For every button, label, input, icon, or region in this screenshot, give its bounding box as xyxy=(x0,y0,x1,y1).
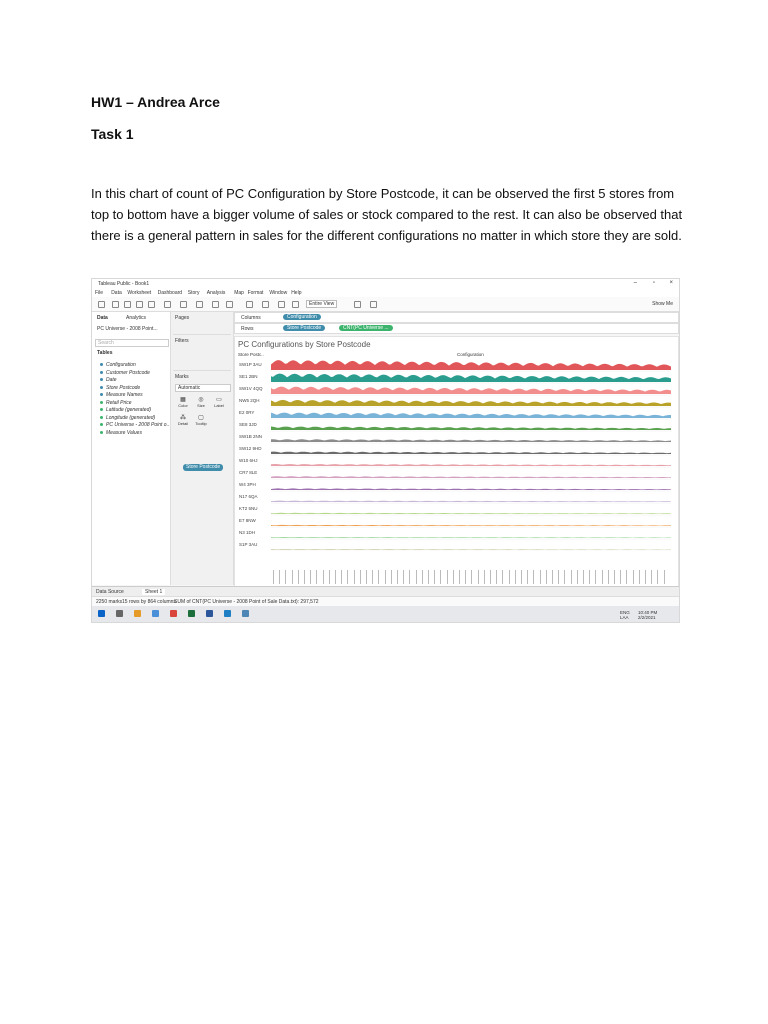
tableau-task-icon[interactable] xyxy=(242,610,249,617)
forward-icon[interactable] xyxy=(124,301,131,308)
back-icon[interactable] xyxy=(112,301,119,308)
maximize-icon[interactable]: ▫ xyxy=(652,280,655,286)
menu-bar xyxy=(92,289,679,297)
tab-data-source[interactable]: Data Source xyxy=(96,589,124,595)
status-dims: 15 rows by 864 columns xyxy=(122,599,176,605)
x-tick-mark xyxy=(471,570,472,584)
field-type-icon xyxy=(100,386,103,389)
field-type-icon xyxy=(100,416,103,419)
menu-item[interactable]: Worksheet xyxy=(127,290,152,296)
sort-asc-icon[interactable] xyxy=(212,301,219,308)
x-tick-mark xyxy=(608,570,609,584)
tables-heading: Tables xyxy=(97,350,113,356)
field-item[interactable] xyxy=(100,407,151,413)
highlight-icon[interactable] xyxy=(246,301,253,308)
row-label[interactable]: SW1V 4QQ xyxy=(239,386,263,391)
field-item[interactable] xyxy=(100,392,143,398)
toolbar xyxy=(92,297,679,312)
rows-shelf[interactable] xyxy=(234,323,679,334)
x-tick-mark xyxy=(478,570,479,584)
field-label: Longitude (generated) xyxy=(106,414,156,421)
chrome-icon[interactable] xyxy=(170,610,177,617)
x-tick-mark xyxy=(366,570,367,584)
x-tick-mark xyxy=(484,570,485,584)
label-icon: ▭ xyxy=(216,397,222,403)
share-icon[interactable] xyxy=(370,301,377,308)
x-tick-mark xyxy=(657,570,658,584)
x-tick-mark xyxy=(664,570,665,584)
menu-item[interactable]: Dashboard xyxy=(157,290,183,296)
field-label: Customer Postcode xyxy=(106,369,150,376)
field-item[interactable] xyxy=(100,422,169,428)
x-tick-mark xyxy=(614,570,615,584)
x-tick-mark xyxy=(527,570,528,584)
column-header: Configuration xyxy=(457,352,484,357)
x-tick-mark xyxy=(385,570,386,584)
outlook-icon[interactable] xyxy=(224,610,231,617)
status-marks: 2250 marks xyxy=(96,599,123,605)
field-label: Retail Price xyxy=(106,399,132,406)
menu-item[interactable]: Format xyxy=(247,290,264,296)
tab-sheet-1[interactable]: Sheet 1 xyxy=(142,589,165,595)
x-tick-mark xyxy=(639,570,640,584)
chart-title: PC Configurations by Store Postcode xyxy=(238,340,371,349)
x-tick-mark xyxy=(589,570,590,584)
cards-pane xyxy=(171,312,234,585)
x-tick-mark xyxy=(633,570,634,584)
menu-item[interactable]: File xyxy=(95,290,104,296)
x-tick-mark xyxy=(515,570,516,584)
field-type-icon xyxy=(100,408,103,411)
x-tick-mark xyxy=(577,570,578,584)
excel-icon[interactable] xyxy=(188,610,195,617)
tab-analytics[interactable]: Analytics xyxy=(126,315,147,321)
x-tick-mark xyxy=(347,570,348,584)
presentation-icon[interactable] xyxy=(354,301,361,308)
series-area[interactable] xyxy=(271,464,671,466)
word-icon[interactable] xyxy=(206,610,213,617)
menu-item[interactable]: Help xyxy=(291,290,302,296)
series-area[interactable] xyxy=(271,387,671,394)
x-tick-mark xyxy=(416,570,417,584)
x-tick-mark xyxy=(540,570,541,584)
x-tick-mark xyxy=(626,570,627,584)
x-tick-mark xyxy=(447,570,448,584)
x-tick-mark xyxy=(391,570,392,584)
windows-taskbar xyxy=(92,606,679,622)
x-tick-mark xyxy=(409,570,410,584)
x-tick-mark xyxy=(490,570,491,584)
x-tick-mark xyxy=(496,570,497,584)
color-icon: ▦ xyxy=(180,397,186,403)
x-tick-mark xyxy=(552,570,553,584)
x-tick-mark xyxy=(372,570,373,584)
divider xyxy=(173,370,231,371)
field-search-input[interactable]: Search xyxy=(95,339,169,347)
field-label: Measure Values xyxy=(106,429,142,436)
tray-time[interactable]: 10:40 PM xyxy=(638,610,658,615)
close-icon[interactable]: × xyxy=(669,280,673,286)
x-tick-mark xyxy=(304,570,305,584)
rows-label: Rows xyxy=(241,326,254,332)
x-tick-mark xyxy=(298,570,299,584)
document-title: HW1 – Andrea Arce xyxy=(91,94,220,110)
field-item[interactable] xyxy=(100,430,142,436)
rows-pill-store-postcode[interactable]: Store Postcode xyxy=(283,325,325,331)
store-icon[interactable] xyxy=(152,610,159,617)
row-label[interactable]: W4 3PH xyxy=(239,482,256,487)
x-tick-mark xyxy=(285,570,286,584)
row-label[interactable]: SW1P 3AU xyxy=(239,362,262,367)
series-area[interactable] xyxy=(271,525,671,526)
field-type-icon xyxy=(100,423,103,426)
window-title: Tableau Public - Book1 xyxy=(98,281,150,287)
series-area[interactable] xyxy=(271,537,671,538)
x-tick-mark xyxy=(645,570,646,584)
x-tick-mark xyxy=(292,570,293,584)
row-label[interactable]: N3 1DH xyxy=(239,530,256,535)
duplicate-icon[interactable] xyxy=(180,301,187,308)
series-area[interactable] xyxy=(271,513,671,514)
x-tick-mark xyxy=(323,570,324,584)
tableau-logo-icon[interactable] xyxy=(98,301,105,308)
divider xyxy=(173,334,231,335)
filters-card[interactable]: Filters xyxy=(175,338,189,344)
x-tick-mark xyxy=(422,570,423,584)
row-label[interactable]: E7 8NW xyxy=(239,518,256,523)
view-select[interactable]: Entire View xyxy=(306,300,337,308)
x-tick-mark xyxy=(440,570,441,584)
x-tick-mark xyxy=(546,570,547,584)
mark-type-select[interactable]: Automatic xyxy=(175,384,231,392)
color-pill-store-postcode[interactable]: Store Postcode xyxy=(183,464,223,471)
x-tick-mark xyxy=(335,570,336,584)
field-item[interactable] xyxy=(100,377,117,383)
data-source-name[interactable]: PC Universe - 2008 Point... xyxy=(97,326,158,332)
x-tick-mark xyxy=(564,570,565,584)
tab-data[interactable]: Data xyxy=(97,315,108,321)
x-tick-mark xyxy=(620,570,621,584)
sort-desc-icon[interactable] xyxy=(226,301,233,308)
x-tick-mark xyxy=(465,570,466,584)
detail-button[interactable]: ⁂ Detail xyxy=(175,414,191,428)
series-area[interactable] xyxy=(271,452,671,454)
tray-region: LAA xyxy=(620,615,629,620)
size-icon: ◎ xyxy=(198,397,204,403)
pages-card[interactable]: Pages xyxy=(175,315,190,321)
x-tick-mark xyxy=(558,570,559,584)
field-label: PC Universe - 2008 Point o.. xyxy=(106,422,170,428)
new-sheet-icon[interactable] xyxy=(164,301,171,308)
tableau-screenshot xyxy=(91,278,680,623)
marks-card: Marks xyxy=(175,374,189,380)
row-label[interactable]: NW5 2QH xyxy=(239,398,260,403)
x-tick-mark xyxy=(360,570,361,584)
field-type-icon xyxy=(100,431,103,434)
fix-axes-icon[interactable] xyxy=(292,301,299,308)
window-titlebar xyxy=(92,279,679,289)
visualization-area xyxy=(234,336,679,587)
field-label: Latitude (generated) xyxy=(106,407,152,413)
menu-item[interactable]: Map xyxy=(234,290,244,296)
detail-icon: ⁂ xyxy=(180,415,186,421)
windows-start-icon[interactable] xyxy=(98,610,105,617)
field-label: Store Postcode xyxy=(106,384,141,391)
task-view-icon[interactable] xyxy=(116,610,123,617)
columns-label: Columns xyxy=(241,315,261,321)
row-label[interactable]: SW12 9HD xyxy=(239,446,262,451)
columns-pill-configuration[interactable]: Configuration xyxy=(283,314,321,320)
series-area[interactable] xyxy=(271,439,671,442)
menu-item[interactable]: Window xyxy=(269,290,288,296)
x-tick-mark xyxy=(571,570,572,584)
size-button[interactable]: ◎ Size xyxy=(193,396,209,410)
task-heading: Task 1 xyxy=(91,126,134,142)
data-pane xyxy=(92,312,171,585)
minimize-icon[interactable]: – xyxy=(633,280,637,286)
label-button[interactable]: ▭ Label xyxy=(211,396,227,410)
status-bar xyxy=(92,596,679,606)
tray-date: 2/2/2021 xyxy=(638,615,656,620)
x-tick-mark xyxy=(602,570,603,584)
group-icon[interactable] xyxy=(262,301,269,308)
x-tick-mark xyxy=(583,570,584,584)
x-tick-mark xyxy=(378,570,379,584)
x-tick-mark xyxy=(459,570,460,584)
x-tick-mark xyxy=(595,570,596,584)
row-label[interactable]: N17 6QA xyxy=(239,494,258,499)
series-area[interactable] xyxy=(271,400,671,406)
row-label[interactable]: SE1 2BN xyxy=(239,374,258,379)
row-label[interactable]: E2 0RY xyxy=(239,410,255,415)
x-tick-mark xyxy=(341,570,342,584)
sheet-tabs xyxy=(92,586,679,596)
field-item[interactable] xyxy=(100,385,140,391)
x-tick-mark xyxy=(502,570,503,584)
status-sum: SUM of CNT(PC Universe - 2008 Point of Sale Data.txt): 297,572 xyxy=(174,599,319,605)
series-area[interactable] xyxy=(271,427,671,431)
series-area[interactable] xyxy=(271,476,671,478)
series-area[interactable] xyxy=(271,549,671,550)
field-item[interactable] xyxy=(100,370,150,376)
row-label[interactable]: SE8 3JD xyxy=(239,422,257,427)
save-icon[interactable] xyxy=(136,301,143,308)
x-tick-mark xyxy=(521,570,522,584)
x-tick-mark xyxy=(651,570,652,584)
field-type-icon xyxy=(100,378,103,381)
row-label[interactable]: W10 6HJ xyxy=(239,458,258,463)
series-area[interactable] xyxy=(271,501,671,502)
rows-pill-count[interactable]: CNT(PC Universe ... xyxy=(339,325,393,331)
series-area[interactable] xyxy=(271,488,671,490)
row-label[interactable]: CR7 8LE xyxy=(239,470,258,475)
new-datasource-icon[interactable] xyxy=(148,301,155,308)
x-tick-mark xyxy=(329,570,330,584)
field-label: Configuration xyxy=(106,362,136,368)
tray-lang[interactable]: ENG xyxy=(620,610,630,615)
labels-icon[interactable] xyxy=(278,301,285,308)
field-label: Date xyxy=(106,377,117,383)
swap-icon[interactable] xyxy=(196,301,203,308)
x-tick-mark xyxy=(310,570,311,584)
row-label[interactable]: S1P 3AU xyxy=(239,542,258,547)
x-tick-mark xyxy=(397,570,398,584)
menu-item[interactable]: Story xyxy=(187,290,200,296)
row-label[interactable]: SW1B 2NN xyxy=(239,434,263,439)
x-tick-mark xyxy=(273,570,274,584)
field-type-icon xyxy=(100,371,103,374)
tooltip-icon: ▢ xyxy=(198,415,204,421)
x-tick-mark xyxy=(403,570,404,584)
x-tick-mark xyxy=(533,570,534,584)
field-item[interactable] xyxy=(100,415,155,421)
show-me-button[interactable]: Show Me xyxy=(652,301,673,307)
series-area[interactable] xyxy=(271,374,671,382)
columns-shelf[interactable] xyxy=(234,312,679,323)
row-header: Store Postc.. xyxy=(238,352,264,357)
row-label[interactable]: KT2 5NU xyxy=(239,506,258,511)
field-label: Measure Names xyxy=(106,392,143,398)
x-tick-mark xyxy=(354,570,355,584)
file-explorer-icon[interactable] xyxy=(134,610,141,617)
series-area[interactable] xyxy=(271,413,671,418)
x-tick-mark xyxy=(509,570,510,584)
x-tick-mark xyxy=(453,570,454,584)
x-tick-mark xyxy=(279,570,280,584)
series-area[interactable] xyxy=(271,360,671,370)
x-tick-mark xyxy=(434,570,435,584)
menu-item[interactable]: Data xyxy=(111,290,122,296)
task-description: In this chart of count of PC Configuration by Store Postcode, it can be observed the first 5 stores from top to bottom have a bigger volume of sales or stock compared to the rest. It can also be observed that there is a general pattern in sales for the different configurations no matter in which store they are sold. xyxy=(91,186,683,243)
color-button[interactable]: ▦ Color xyxy=(175,396,191,410)
field-type-icon xyxy=(100,363,103,366)
field-type-icon xyxy=(100,401,103,404)
field-item[interactable] xyxy=(100,362,136,368)
chart-plot xyxy=(271,359,671,551)
field-type-icon xyxy=(100,393,103,396)
menu-item[interactable]: Analysis xyxy=(206,290,226,296)
x-tick-mark xyxy=(316,570,317,584)
tooltip-button[interactable]: ▢ Tooltip xyxy=(193,414,209,428)
shelves xyxy=(234,312,679,334)
field-item[interactable] xyxy=(100,400,132,406)
x-tick-mark xyxy=(428,570,429,584)
